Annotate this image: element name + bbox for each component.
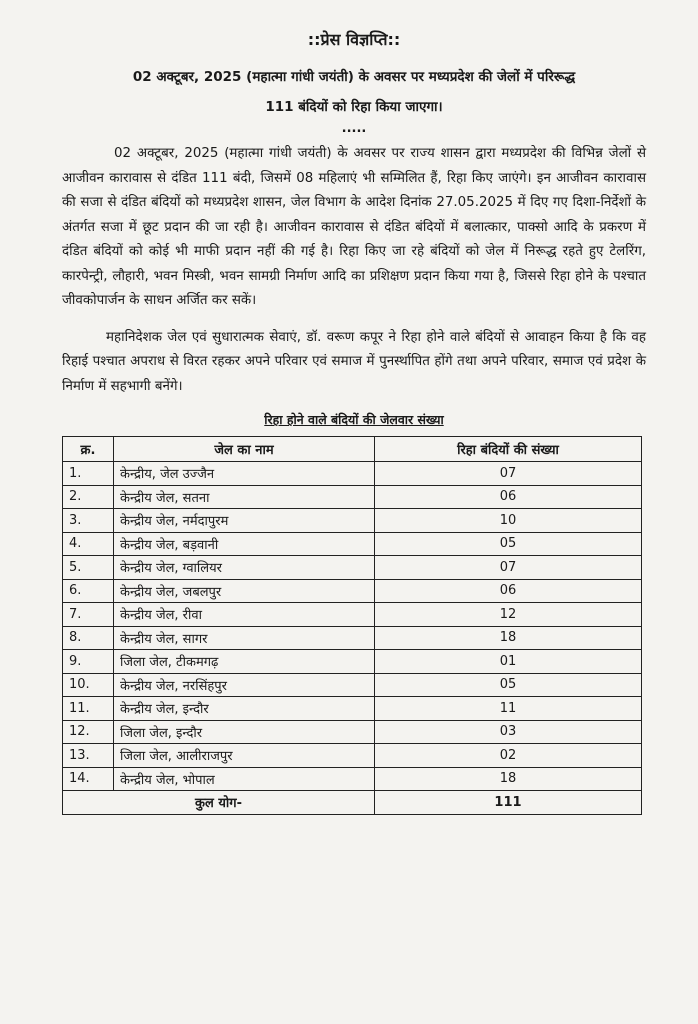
row-serial: 4. [63,532,114,556]
table-row [63,603,642,627]
row-release-count: 03 [375,720,642,744]
row-jail-name: केन्द्रीय जेल, बड़वानी [114,532,375,556]
row-jail-name: केन्द्रीय जेल, इन्दौर [114,697,375,721]
table-title: रिहा होने वाले बंदियों की जेलवार संख्या [264,412,444,427]
table-body [63,462,642,791]
row-release-count: 06 [375,485,642,509]
row-release-count: 02 [375,744,642,768]
row-release-count: 05 [375,673,642,697]
row-serial: 11. [63,697,114,721]
header-serial: क्र. [63,437,114,462]
table-row [63,579,642,603]
row-release-count: 07 [375,556,642,580]
subheading-line-1: 02 अक्टूबर, 2025 (महात्मा गांधी जयंती) के अवसर पर मध्यप्रदेश की जेलों में परिरूद्ध [132,69,576,85]
row-jail-name: केन्द्रीय जेल, ग्वालियर [114,556,375,580]
row-serial: 12. [63,720,114,744]
table-total-row [63,791,642,815]
row-serial: 3. [63,509,114,533]
row-jail-name: जिला जेल, टीकमगढ़ [114,650,375,674]
table-row [63,767,642,791]
table-row [63,532,642,556]
row-serial: 2. [63,485,114,509]
row-jail-name: केन्द्रीय जेल, नरसिंहपुर [114,673,375,697]
row-jail-name: केन्द्रीय जेल, सतना [114,485,375,509]
table-row [63,697,642,721]
row-serial: 7. [63,603,114,627]
subheading-line-2: 111 बंदियों को रिहा किया जाएगा। [265,99,443,115]
row-jail-name: केन्द्रीय जेल, नर्मदापुरम [114,509,375,533]
row-release-count: 18 [375,767,642,791]
row-release-count: 07 [375,462,642,486]
table-row [63,720,642,744]
row-release-count: 06 [375,579,642,603]
row-jail-name: केन्द्रीय जेल, जबलपुर [114,579,375,603]
row-jail-name: जिला जेल, आलीराजपुर [114,744,375,768]
row-serial: 6. [63,579,114,603]
row-jail-name: केन्द्रीय जेल, सागर [114,626,375,650]
row-jail-name: केन्द्रीय, जेल उज्जैन [114,462,375,486]
total-label: कुल योग- [63,791,375,815]
table-row [63,556,642,580]
row-jail-name: केन्द्रीय जेल, रीवा [114,603,375,627]
body-paragraph-2: महानिदेशक जेल एवं सुधारात्मक सेवाएं, डॉ. वरूण कपूर ने रिहा होने वाले बंदियों से आवाहन किया है कि वह रिहाई पश्चात अपराध से विरत रहकर अपने परिवार एवं समाज में पुनर्स्थापित होंगे तथा अपने परिवार, समाज एवं प्रदेश के निर्माण में सहभागी बनेंगे। [62,329,646,394]
row-release-count: 11 [375,697,642,721]
row-serial: 1. [63,462,114,486]
table-row [63,673,642,697]
row-serial: 10. [63,673,114,697]
row-release-count: 01 [375,650,642,674]
table-row [63,744,642,768]
row-jail-name: जिला जेल, इन्दौर [114,720,375,744]
row-jail-name: केन्द्रीय जेल, भोपाल [114,767,375,791]
table-row [63,626,642,650]
header-jail-name: जेल का नाम [114,437,375,462]
row-release-count: 10 [375,509,642,533]
row-serial: 9. [63,650,114,674]
table-row [63,485,642,509]
header-release-count: रिहा बंदियों की संख्या [375,437,642,462]
row-serial: 13. [63,744,114,768]
document-heading: ::प्रेस विज्ञप्ति:: [307,30,401,49]
row-release-count: 12 [375,603,642,627]
row-serial: 8. [63,626,114,650]
body-paragraph-1: 02 अक्टूबर, 2025 (महात्मा गांधी जयंती) के अवसर पर राज्य शासन द्वारा मध्यप्रदेश की विभिन्न जेलों से आजीवन कारावास से दंडित 111 बंदी, जिसमें 08 महिलाएं भी सम्मिलित हैं, रिहा किए जाएंगे। इन आजीवन कारावास की सजा से दंडित बंदियों को मध्यप्रदेश शासन, जेल विभाग के आदेश दिनांक 27.05.2025 में दिए गए दिशा-निर्देशों के अंतर्गत सजा में छूट प्रदान की जा रही है। आजीवन कारावास से दंडित बंदियों में बलात्कार, पाक्सो आदि के प्रकरण में दंडित बंदियों को कोई भी माफी प्रदान नहीं की गई है। रिहा किए जा रहे बंदियों को जेल में निरूद्ध रहते हुए टेलरिंग, कारपेन्ट्री, लौहारी, भवन मिस्त्री, भवन सामग्री निर्माण आदि का प्रशिक्षण प्रदान किया गया है, जिससे रिहा होने के पश्चात जीवकोपार्जन के साधन अर्जित कर सकें। [62,146,646,308]
row-release-count: 18 [375,626,642,650]
row-serial: 5. [63,556,114,580]
row-release-count: 05 [375,532,642,556]
total-value: 111 [375,791,642,815]
row-serial: 14. [63,767,114,791]
jail-release-table [62,436,642,815]
separator-dots: ..... [341,121,367,136]
table-row [63,462,642,486]
table-row [63,650,642,674]
table-row [63,509,642,533]
table-header-row [63,437,642,462]
